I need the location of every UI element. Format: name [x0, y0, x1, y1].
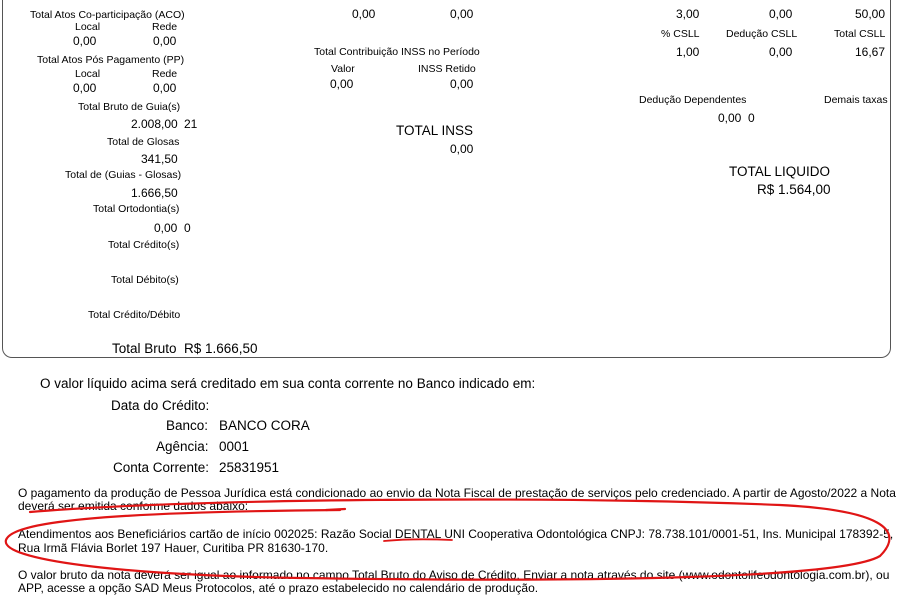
contrib-valor-label: Valor [331, 63, 355, 75]
ortodontia-count: 0 [184, 221, 191, 235]
conta-value: 25831951 [219, 460, 280, 475]
debito-label: Total Débito(s) [111, 274, 179, 286]
glosas-value: 341,50 [141, 152, 178, 166]
contrib-inss-title: Total Contribuição INSS no Período [314, 46, 480, 58]
cofins-top-value-1: 3,00 [676, 7, 700, 21]
guias-glosas-label: Total de (Guias - Glosas) [65, 169, 182, 181]
demais-taxas-label: Demais taxas [824, 94, 888, 106]
credit-intro: O valor líquido acima será creditado em sua conta corrente no Banco indicado em: [40, 376, 536, 391]
aco-title: Total Atos Co-participação (ACO) [30, 9, 185, 21]
total-bruto-value: R$ 1.666,50 [184, 341, 258, 356]
ortodontia-label: Total Ortodontia(s) [93, 203, 180, 215]
contrib-retido-label: INSS Retido [418, 63, 476, 75]
dependentes-label: Dedução Dependentes [639, 94, 747, 106]
note-2-text-a: Atendimentos aos Beneficiários cartão de início 002025: Razão Social [18, 527, 395, 541]
data-credito-label: Data do Crédito: [111, 398, 210, 413]
pp-local-value: 0,00 [73, 81, 97, 95]
contrib-retido: 0,00 [450, 77, 474, 91]
csll-total-value: 16,67 [855, 45, 886, 59]
csll-pct-value: 1,00 [676, 45, 700, 59]
inss-top-value-2: 0,00 [450, 7, 474, 21]
aco-local-value: 0,00 [73, 34, 97, 48]
cred-deb-label: Total Crédito/Débito [88, 309, 181, 321]
aco-local-label: Local [75, 21, 101, 33]
note-2-line-1 [18, 527, 893, 541]
dependentes-count: 0 [748, 111, 755, 125]
dependentes-value: 0,00 [718, 111, 742, 125]
banco-label: Banco: [166, 418, 209, 433]
bruto-guias-count: 21 [184, 117, 198, 131]
bruto-guias-value: 2.008,00 [131, 117, 178, 131]
total-inss-value: 0,00 [450, 142, 474, 156]
total-bruto-label: Total Bruto [112, 341, 177, 356]
bruto-guias-label: Total Bruto de Guia(s) [78, 101, 181, 113]
banco-value: BANCO CORA [219, 418, 310, 433]
note-3-line-2: APP, acesse a opção SAD Meus Protocolos, até o prazo estabelecido no calendário de produção. [18, 581, 539, 595]
note-1-line-2: deverá ser emitida conforme dados abaixo: [18, 499, 249, 513]
aco-rede-value: 0,00 [153, 34, 177, 48]
agencia-value: 0001 [219, 439, 250, 454]
total-inss-label: TOTAL INSS [396, 123, 474, 138]
glosas-label: Total de Glosas [107, 136, 180, 148]
csll-total-label: Total CSLL [834, 28, 886, 40]
pp-rede-label: Rede [152, 68, 178, 80]
credito-label: Total Crédito(s) [108, 239, 180, 251]
pp-local-label: Local [75, 68, 101, 80]
note-3-line-1: O valor bruto da nota deverá ser igual ao informado no campo Total Bruto do Aviso de Crédito. Enviar a nota através do site (www.odontolifeodontologia.com.br), ou [18, 568, 890, 582]
note-1-line-1: O pagamento da produção de Pessoa Jurídica está condicionado ao envio da Nota Fiscal de prestação de serviços pelo credenciado. A partir de Agosto/2022 a Nota [18, 486, 896, 500]
pp-rede-value: 0,00 [153, 81, 177, 95]
csll-ded-label: Dedução CSLL [726, 28, 798, 40]
ortodontia-value: 0,00 [154, 221, 178, 235]
total-liquido-value: R$ 1.564,00 [757, 182, 831, 197]
note-2-line-2: Rua Irmã Flávia Borlet 197 Hauer, Curitiba PR 81630-170. [18, 541, 329, 555]
conta-label: Conta Corrente: [113, 460, 210, 475]
pp-title: Total Atos Pós Pagamento (PP) [37, 54, 185, 66]
contrib-valor: 0,00 [330, 77, 354, 91]
inss-top-value-1: 0,00 [352, 7, 376, 21]
annotation-underline-short [326, 509, 345, 510]
cofins-top-value-3: 50,00 [855, 7, 886, 21]
cofins-top-value-2: 0,00 [769, 7, 793, 21]
note-2-text-c: Cooperativa Odontológica CNPJ: 78.738.101/0001-51, Ins. Municipal 178392-5, [464, 527, 894, 541]
agencia-label: Agência: [156, 439, 209, 454]
razao-social-name: DENTAL UNI [394, 527, 465, 541]
aco-rede-label: Rede [152, 21, 178, 33]
total-liquido-label: TOTAL LIQUIDO [729, 164, 831, 179]
csll-pct-label: % CSLL [661, 28, 700, 40]
csll-ded-value: 0,00 [769, 45, 793, 59]
guias-glosas-value: 1.666,50 [131, 186, 178, 200]
